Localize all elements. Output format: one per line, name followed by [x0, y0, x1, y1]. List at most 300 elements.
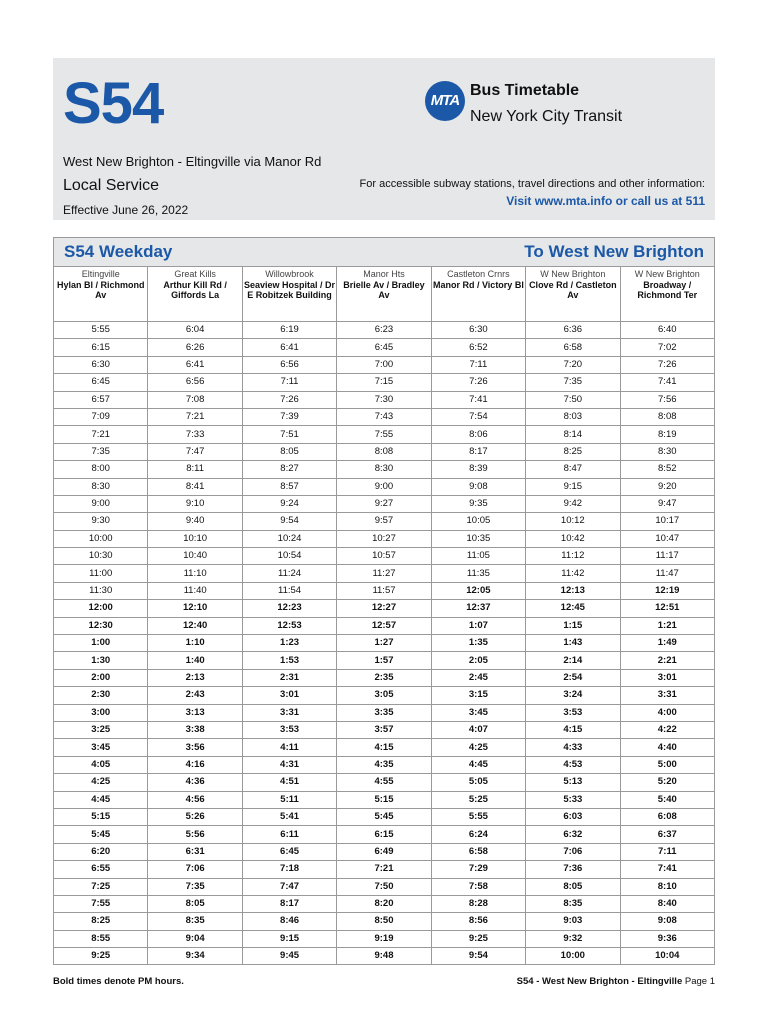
timetable [53, 237, 715, 965]
time-cell: 8:03 [526, 408, 620, 425]
trip-row [54, 513, 715, 530]
stops-header-row [54, 267, 715, 322]
time-cell: 11:54 [242, 582, 336, 599]
time-cell: 1:10 [148, 635, 242, 652]
time-cell: 2:00 [54, 669, 148, 686]
time-cell: 7:58 [431, 878, 525, 895]
time-cell: 11:12 [526, 548, 620, 565]
time-cell: 6:41 [242, 339, 336, 356]
time-cell: 9:40 [148, 513, 242, 530]
contact-link[interactable]: Visit www.mta.info or call us at 511 [506, 194, 705, 208]
time-cell: 7:35 [148, 878, 242, 895]
time-cell: 9:35 [431, 495, 525, 512]
time-cell: 5:05 [431, 774, 525, 791]
stop-header [526, 267, 620, 322]
stop-name: Arthur Kill Rd / Giffords La [163, 279, 227, 300]
stop-header [337, 267, 431, 322]
time-cell: 7:47 [148, 443, 242, 460]
time-cell: 2:30 [54, 687, 148, 704]
schedule-title: S54 Weekday [64, 242, 173, 261]
time-cell: 3:31 [620, 687, 714, 704]
time-cell: 4:53 [526, 756, 620, 773]
trip-row [54, 878, 715, 895]
time-cell: 3:53 [242, 721, 336, 738]
trip-row [54, 791, 715, 808]
stop-header [242, 267, 336, 322]
time-cell: 4:16 [148, 756, 242, 773]
trip-row [54, 774, 715, 791]
trip-row [54, 322, 715, 339]
stop-name: Seaview Hospital / Dr E Robitzek Building [244, 279, 336, 300]
time-cell: 2:31 [242, 669, 336, 686]
trip-row [54, 739, 715, 756]
time-cell: 12:45 [526, 600, 620, 617]
time-cell: 9:10 [148, 495, 242, 512]
time-cell: 3:00 [54, 704, 148, 721]
route-number: S54 [63, 71, 164, 136]
stop-area: Eltingville [81, 269, 120, 279]
stop-header [54, 267, 148, 322]
time-cell: 10:05 [431, 513, 525, 530]
time-cell: 1:15 [526, 617, 620, 634]
route-description: West New Brighton - Eltingville via Manor Rd [63, 154, 322, 169]
time-cell: 8:25 [526, 443, 620, 460]
time-cell: 6:45 [337, 339, 431, 356]
time-cell: 3:13 [148, 704, 242, 721]
time-cell: 6:26 [148, 339, 242, 356]
time-cell: 6:57 [54, 391, 148, 408]
time-cell: 5:26 [148, 808, 242, 825]
time-cell: 7:35 [54, 443, 148, 460]
time-cell: 10:12 [526, 513, 620, 530]
time-cell: 7:08 [148, 391, 242, 408]
time-cell: 8:19 [620, 426, 714, 443]
trip-row [54, 461, 715, 478]
time-cell: 12:40 [148, 617, 242, 634]
trip-row [54, 895, 715, 912]
time-cell: 12:53 [242, 617, 336, 634]
time-cell: 7:21 [54, 426, 148, 443]
time-cell: 6:04 [148, 322, 242, 339]
time-cell: 7:29 [431, 861, 525, 878]
time-cell: 6:03 [526, 808, 620, 825]
time-cell: 7:00 [337, 356, 431, 373]
time-cell: 7:21 [337, 861, 431, 878]
time-cell: 4:55 [337, 774, 431, 791]
trip-row [54, 948, 715, 965]
pm-note: Bold times denote PM hours. [53, 976, 184, 987]
time-cell: 7:43 [337, 408, 431, 425]
time-cell: 5:56 [148, 826, 242, 843]
time-cell: 6:20 [54, 843, 148, 860]
time-cell: 12:00 [54, 600, 148, 617]
time-cell: 9:00 [54, 495, 148, 512]
trip-row [54, 687, 715, 704]
time-cell: 6:36 [526, 322, 620, 339]
time-cell: 11:35 [431, 565, 525, 582]
time-cell: 11:47 [620, 565, 714, 582]
time-cell: 11:05 [431, 548, 525, 565]
time-cell: 7:20 [526, 356, 620, 373]
time-cell: 6:58 [431, 843, 525, 860]
trip-row [54, 495, 715, 512]
time-cell: 7:18 [242, 861, 336, 878]
time-cell: 4:45 [54, 791, 148, 808]
time-cell: 6:19 [242, 322, 336, 339]
trip-row [54, 374, 715, 391]
time-cell: 12:57 [337, 617, 431, 634]
time-cell: 12:23 [242, 600, 336, 617]
time-cell: 7:50 [526, 391, 620, 408]
stop-header [431, 267, 525, 322]
time-cell: 5:41 [242, 808, 336, 825]
time-cell: 10:42 [526, 530, 620, 547]
time-cell: 7:33 [148, 426, 242, 443]
trip-row [54, 478, 715, 495]
time-cell: 8:41 [148, 478, 242, 495]
time-cell: 1:00 [54, 635, 148, 652]
time-cell: 6:23 [337, 322, 431, 339]
time-cell: 4:07 [431, 721, 525, 738]
time-cell: 1:07 [431, 617, 525, 634]
time-cell: 8:47 [526, 461, 620, 478]
time-cell: 3:57 [337, 721, 431, 738]
time-cell: 6:31 [148, 843, 242, 860]
time-cell: 9:32 [526, 930, 620, 947]
time-cell: 4:22 [620, 721, 714, 738]
accessibility-note: For accessible subway stations, travel directions and other information: [359, 178, 705, 190]
time-cell: 8:46 [242, 913, 336, 930]
time-cell: 6:56 [148, 374, 242, 391]
time-cell: 9:54 [431, 948, 525, 965]
time-cell: 12:05 [431, 582, 525, 599]
time-cell: 6:08 [620, 808, 714, 825]
stop-area: Manor Hts [363, 269, 405, 279]
time-cell: 8:30 [337, 461, 431, 478]
time-cell: 8:52 [620, 461, 714, 478]
time-cell: 4:36 [148, 774, 242, 791]
trip-row [54, 669, 715, 686]
trip-row [54, 721, 715, 738]
time-cell: 6:30 [54, 356, 148, 373]
time-cell: 9:42 [526, 495, 620, 512]
time-cell: 8:30 [620, 443, 714, 460]
time-cell: 5:15 [54, 808, 148, 825]
time-cell: 6:30 [431, 322, 525, 339]
time-cell: 10:40 [148, 548, 242, 565]
time-cell: 1:27 [337, 635, 431, 652]
time-cell: 7:25 [54, 878, 148, 895]
time-cell: 8:40 [620, 895, 714, 912]
time-cell: 11:27 [337, 565, 431, 582]
trip-row [54, 443, 715, 460]
time-cell: 7:26 [431, 374, 525, 391]
time-cell: 3:56 [148, 739, 242, 756]
trip-row [54, 808, 715, 825]
time-cell: 8:17 [242, 895, 336, 912]
time-cell: 3:25 [54, 721, 148, 738]
time-cell: 3:15 [431, 687, 525, 704]
time-cell: 12:37 [431, 600, 525, 617]
time-cell: 8:35 [148, 913, 242, 930]
time-cell: 4:45 [431, 756, 525, 773]
time-cell: 5:25 [431, 791, 525, 808]
time-cell: 8:05 [526, 878, 620, 895]
time-cell: 7:56 [620, 391, 714, 408]
time-cell: 9:25 [431, 930, 525, 947]
time-cell: 5:15 [337, 791, 431, 808]
time-cell: 3:31 [242, 704, 336, 721]
time-cell: 4:33 [526, 739, 620, 756]
time-cell: 9:03 [526, 913, 620, 930]
time-cell: 3:01 [242, 687, 336, 704]
time-cell: 7:09 [54, 408, 148, 425]
trip-row [54, 826, 715, 843]
time-cell: 4:11 [242, 739, 336, 756]
time-cell: 2:54 [526, 669, 620, 686]
trip-row [54, 426, 715, 443]
document-title: Bus Timetable [470, 82, 580, 99]
time-cell: 7:41 [620, 374, 714, 391]
trip-row [54, 530, 715, 547]
time-cell: 8:08 [337, 443, 431, 460]
time-cell: 7:11 [242, 374, 336, 391]
time-cell: 9:04 [148, 930, 242, 947]
time-cell: 7:35 [526, 374, 620, 391]
time-cell: 9:20 [620, 478, 714, 495]
stop-name: Brielle Av / Bradley Av [343, 279, 425, 300]
time-cell: 8:35 [526, 895, 620, 912]
time-cell: 11:24 [242, 565, 336, 582]
trip-row [54, 565, 715, 582]
trip-row [54, 756, 715, 773]
time-cell: 5:55 [431, 808, 525, 825]
time-cell: 8:39 [431, 461, 525, 478]
time-cell: 1:43 [526, 635, 620, 652]
time-cell: 11:30 [54, 582, 148, 599]
time-cell: 9:57 [337, 513, 431, 530]
trip-row [54, 408, 715, 425]
trip-row [54, 635, 715, 652]
time-cell: 9:34 [148, 948, 242, 965]
trip-row [54, 861, 715, 878]
time-cell: 9:08 [431, 478, 525, 495]
time-cell: 1:21 [620, 617, 714, 634]
time-cell: 2:13 [148, 669, 242, 686]
time-cell: 10:00 [526, 948, 620, 965]
time-cell: 4:05 [54, 756, 148, 773]
time-cell: 7:21 [148, 408, 242, 425]
time-cell: 5:13 [526, 774, 620, 791]
time-cell: 9:47 [620, 495, 714, 512]
time-cell: 5:55 [54, 322, 148, 339]
time-cell: 9:08 [620, 913, 714, 930]
time-cell: 10:27 [337, 530, 431, 547]
time-cell: 9:27 [337, 495, 431, 512]
page-number: Page 1 [684, 976, 715, 987]
time-cell: 2:14 [526, 652, 620, 669]
time-cell: 8:17 [431, 443, 525, 460]
time-cell: 12:19 [620, 582, 714, 599]
time-cell: 2:05 [431, 652, 525, 669]
time-cell: 3:53 [526, 704, 620, 721]
time-cell: 12:13 [526, 582, 620, 599]
schedule-direction: To West New Brighton [524, 242, 704, 261]
trip-row [54, 548, 715, 565]
trip-row [54, 600, 715, 617]
time-cell: 7:55 [54, 895, 148, 912]
time-cell: 9:24 [242, 495, 336, 512]
trip-row [54, 652, 715, 669]
time-cell: 8:11 [148, 461, 242, 478]
time-cell: 12:51 [620, 600, 714, 617]
stop-header [620, 267, 714, 322]
time-cell: 10:30 [54, 548, 148, 565]
service-type: Local Service [63, 177, 160, 194]
time-cell: 8:28 [431, 895, 525, 912]
time-cell: 12:10 [148, 600, 242, 617]
time-cell: 10:24 [242, 530, 336, 547]
time-cell: 6:11 [242, 826, 336, 843]
time-cell: 5:11 [242, 791, 336, 808]
time-cell: 11:40 [148, 582, 242, 599]
time-cell: 8:55 [54, 930, 148, 947]
time-cell: 8:10 [620, 878, 714, 895]
trips-body [54, 322, 715, 965]
time-cell: 5:33 [526, 791, 620, 808]
stop-area: W New Brighton [634, 269, 700, 279]
time-cell: 2:35 [337, 669, 431, 686]
time-cell: 8:50 [337, 913, 431, 930]
time-cell: 3:05 [337, 687, 431, 704]
stop-name: Manor Rd / Victory Bl [432, 279, 524, 290]
time-cell: 7:26 [620, 356, 714, 373]
time-cell: 8:30 [54, 478, 148, 495]
page-footer [517, 976, 715, 987]
time-cell: 7:11 [431, 356, 525, 373]
time-cell: 5:45 [54, 826, 148, 843]
time-cell: 7:06 [148, 861, 242, 878]
stop-area: Great Kills [174, 269, 216, 279]
time-cell: 4:56 [148, 791, 242, 808]
time-cell: 5:00 [620, 756, 714, 773]
stop-name: Clove Rd / Castleton Av [529, 279, 617, 300]
time-cell: 5:40 [620, 791, 714, 808]
time-cell: 10:17 [620, 513, 714, 530]
time-cell: 6:15 [337, 826, 431, 843]
time-cell: 3:35 [337, 704, 431, 721]
time-cell: 9:45 [242, 948, 336, 965]
time-cell: 8:56 [431, 913, 525, 930]
time-cell: 9:00 [337, 478, 431, 495]
time-cell: 10:54 [242, 548, 336, 565]
time-cell: 3:45 [54, 739, 148, 756]
time-cell: 7:50 [337, 878, 431, 895]
time-cell: 12:27 [337, 600, 431, 617]
time-cell: 7:39 [242, 408, 336, 425]
time-cell: 1:30 [54, 652, 148, 669]
time-cell: 3:38 [148, 721, 242, 738]
time-cell: 8:05 [242, 443, 336, 460]
time-cell: 1:57 [337, 652, 431, 669]
time-cell: 9:54 [242, 513, 336, 530]
trip-row [54, 582, 715, 599]
time-cell: 1:53 [242, 652, 336, 669]
time-cell: 6:49 [337, 843, 431, 860]
time-cell: 6:40 [620, 322, 714, 339]
stop-name: Broadway / Richmond Ter [637, 279, 698, 300]
trip-row [54, 843, 715, 860]
mta-logo-icon: MTA [425, 81, 465, 121]
time-cell: 6:55 [54, 861, 148, 878]
time-cell: 3:45 [431, 704, 525, 721]
time-cell: 1:35 [431, 635, 525, 652]
time-cell: 5:45 [337, 808, 431, 825]
time-cell: 3:01 [620, 669, 714, 686]
trip-row [54, 339, 715, 356]
time-cell: 8:14 [526, 426, 620, 443]
time-cell: 9:36 [620, 930, 714, 947]
effective-date: Effective June 26, 2022 [63, 203, 189, 217]
time-cell: 2:45 [431, 669, 525, 686]
time-cell: 10:00 [54, 530, 148, 547]
time-cell: 7:02 [620, 339, 714, 356]
time-cell: 7:41 [431, 391, 525, 408]
time-cell: 7:30 [337, 391, 431, 408]
time-cell: 3:24 [526, 687, 620, 704]
trip-row [54, 391, 715, 408]
trip-row [54, 704, 715, 721]
time-cell: 6:52 [431, 339, 525, 356]
time-cell: 8:06 [431, 426, 525, 443]
trip-row [54, 617, 715, 634]
trip-row [54, 913, 715, 930]
schedule-title-bar [54, 238, 715, 267]
time-cell: 1:23 [242, 635, 336, 652]
time-cell: 8:08 [620, 408, 714, 425]
time-cell: 7:47 [242, 878, 336, 895]
time-cell: 2:43 [148, 687, 242, 704]
time-cell: 8:27 [242, 461, 336, 478]
time-cell: 1:40 [148, 652, 242, 669]
time-cell: 9:15 [526, 478, 620, 495]
time-cell: 9:30 [54, 513, 148, 530]
time-cell: 7:54 [431, 408, 525, 425]
time-cell: 4:40 [620, 739, 714, 756]
trip-row [54, 930, 715, 947]
time-cell: 10:10 [148, 530, 242, 547]
time-cell: 6:32 [526, 826, 620, 843]
time-cell: 4:25 [431, 739, 525, 756]
time-cell: 8:20 [337, 895, 431, 912]
time-cell: 7:26 [242, 391, 336, 408]
agency-name: New York City Transit [470, 108, 623, 125]
time-cell: 10:47 [620, 530, 714, 547]
time-cell: 6:24 [431, 826, 525, 843]
time-cell: 9:25 [54, 948, 148, 965]
time-cell: 12:30 [54, 617, 148, 634]
time-cell: 7:15 [337, 374, 431, 391]
trip-row [54, 356, 715, 373]
time-cell: 9:15 [242, 930, 336, 947]
time-cell: 6:41 [148, 356, 242, 373]
time-cell: 8:25 [54, 913, 148, 930]
stop-area: W New Brighton [540, 269, 606, 279]
stop-area: Castleton Crnrs [447, 269, 510, 279]
time-cell: 6:58 [526, 339, 620, 356]
stop-header [148, 267, 242, 322]
time-cell: 11:57 [337, 582, 431, 599]
